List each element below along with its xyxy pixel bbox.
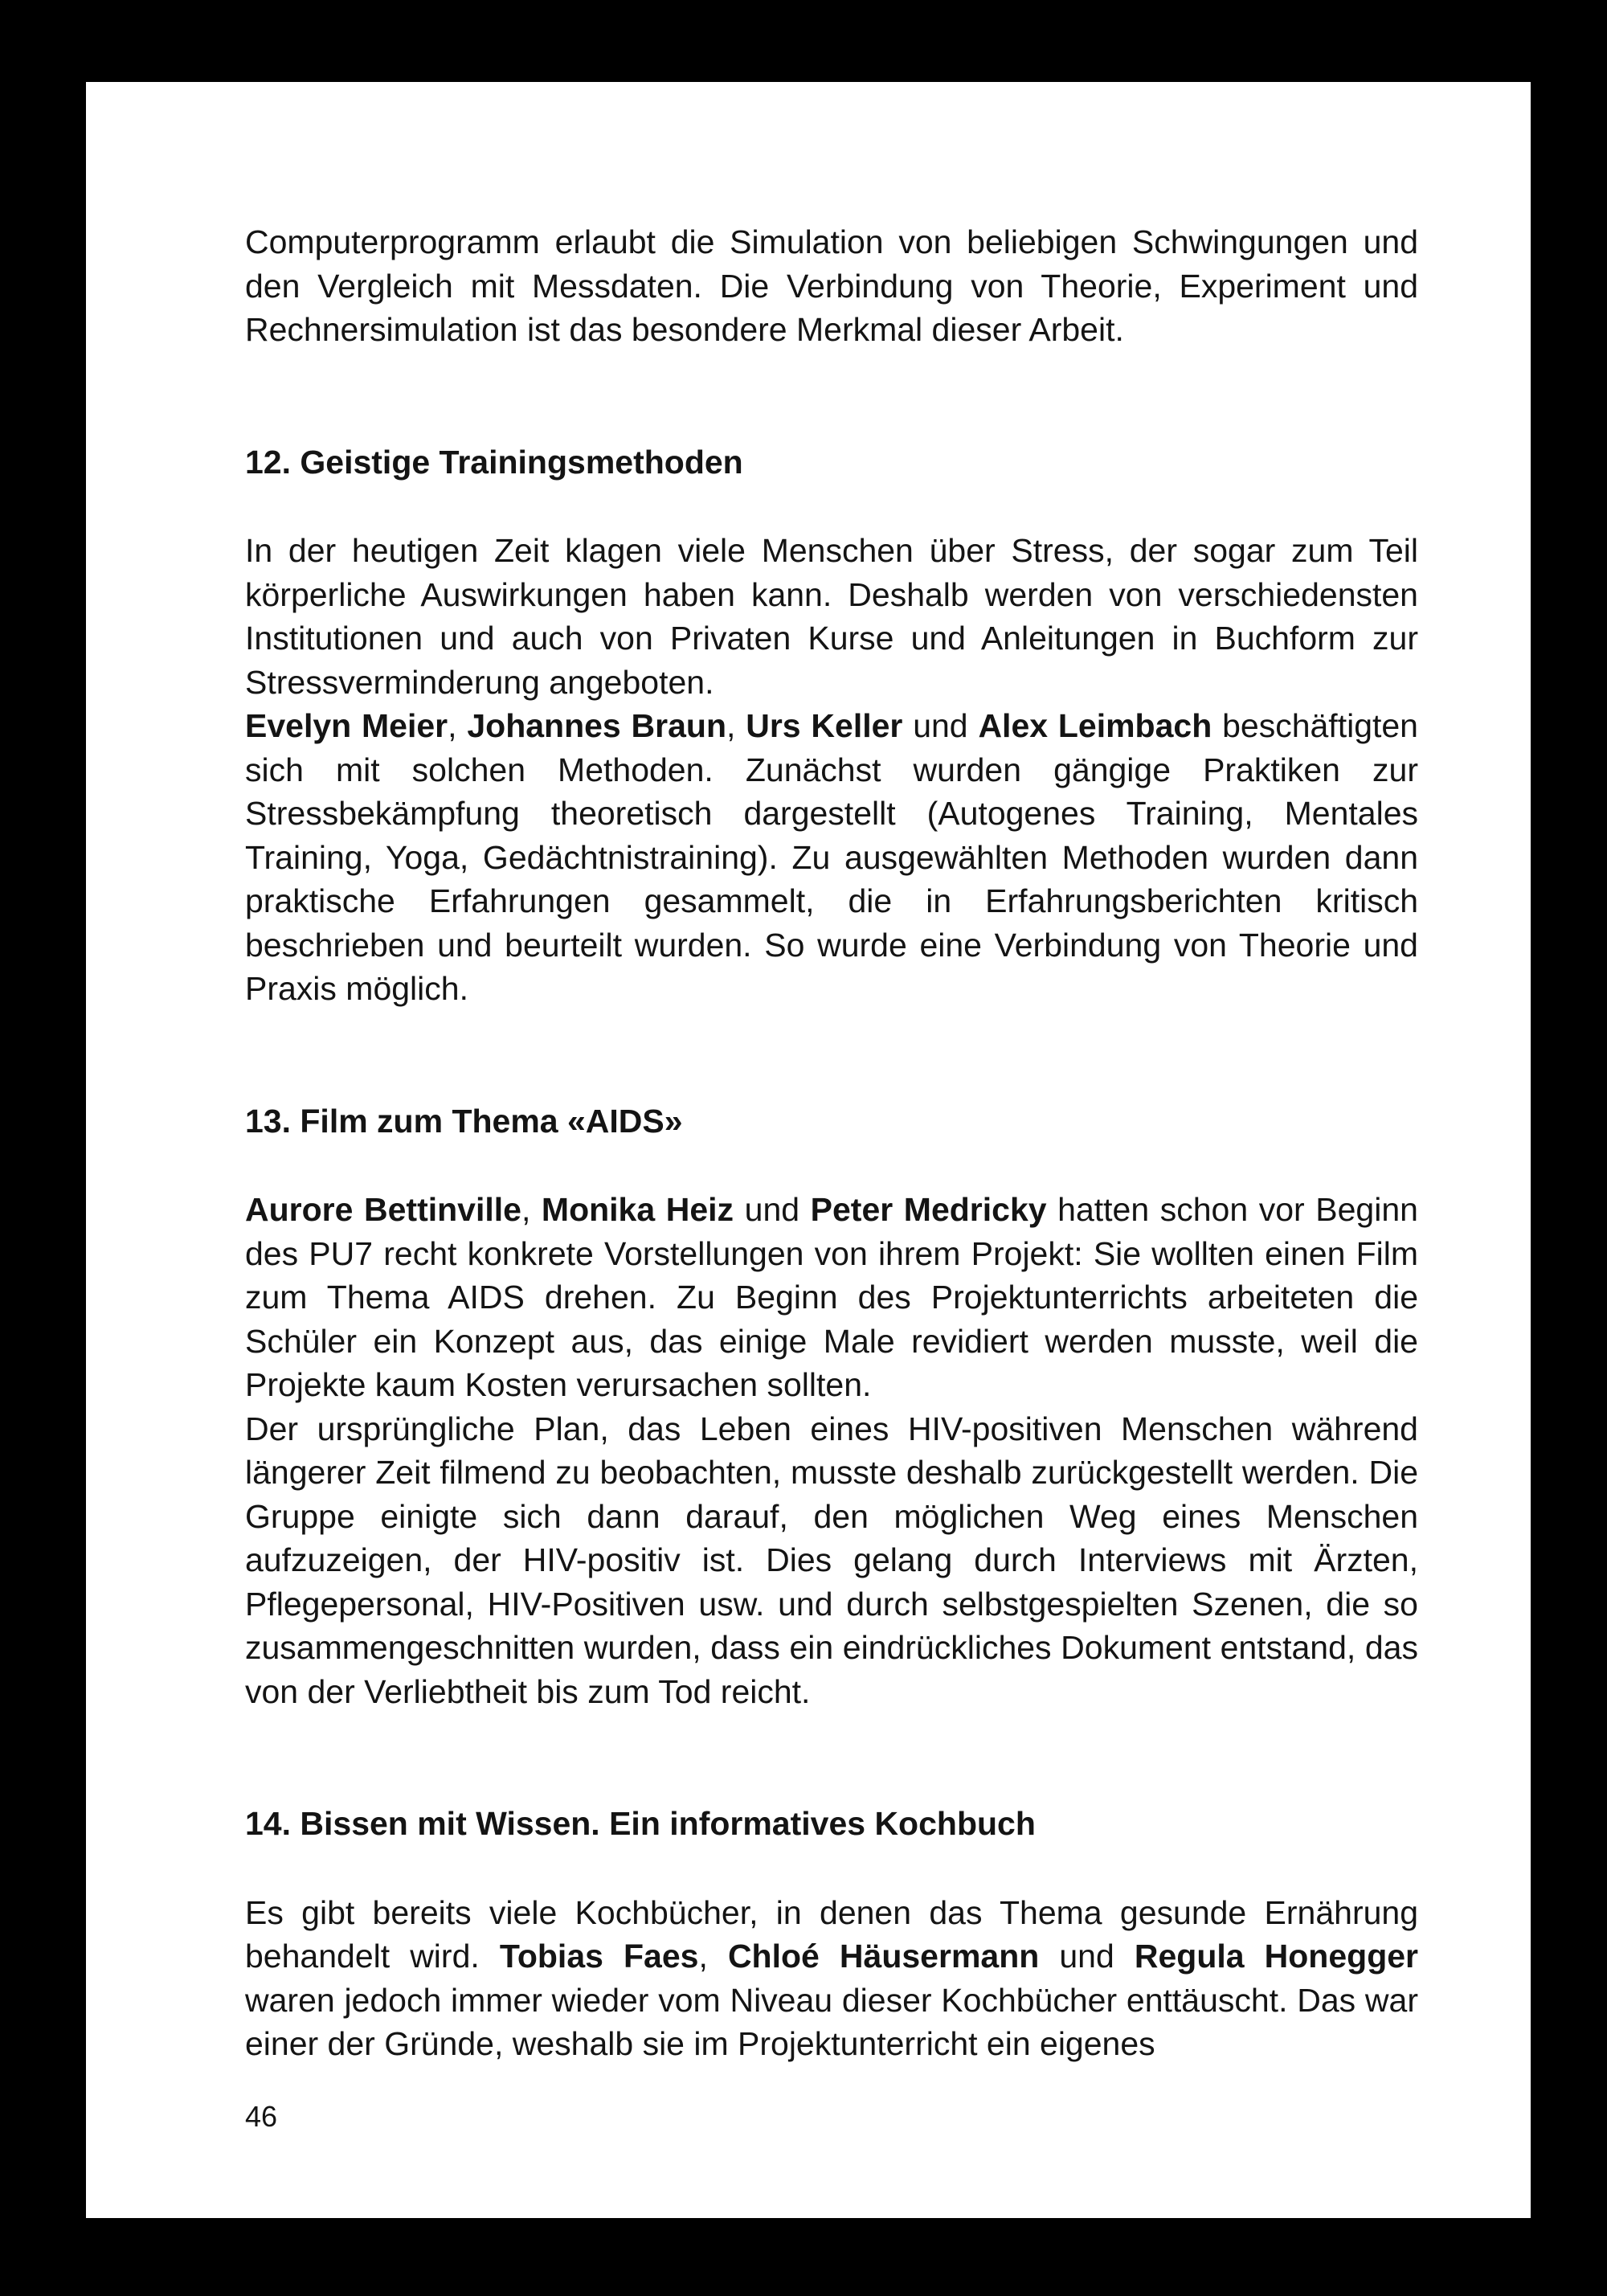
author-name: Johannes Braun <box>467 707 727 744</box>
author-name: Urs Keller <box>746 707 903 744</box>
author-name: Alex Leimbach <box>978 707 1212 744</box>
section-13-heading: 13. Film zum Thema «AIDS» <box>245 1102 683 1140</box>
section-12-paragraph-2: Evelyn Meier, Johannes Braun, Urs Keller und Alex Leimbach beschäftigten sich mit solchen Methoden. Zunächst wurden gängige Praktiken zur Stressbekämpfung theoretisch dargestellt (Autogenes Training, Mentales Training, Yoga, Gedächtnistraining). Zu ausgewählten Methoden wurden dann praktische Erfahrungen gesammelt, die in Erfahrungsberichten kritisch beschrieben und beurteilt wurden. So wurde eine Verbindung von Theorie und Praxis möglich. <box>245 707 1418 1007</box>
author-name: Monika Heiz <box>541 1191 734 1228</box>
document-page <box>86 82 1531 2218</box>
page-number: 46 <box>245 2100 278 2133</box>
section-14-paragraph-1: Es gibt bereits viele Kochbücher, in denen das Thema gesunde Ernährung behandelt wird. Tobias Faes, Chloé Häusermann und Regula Honegger waren jedoch immer wieder vom Niveau dieser Kochbücher enttäuscht. Das war einer der Gründe, weshalb sie im Projektunterricht ein eigenes <box>245 1893 1418 2062</box>
author-name: Chloé Häusermann <box>727 1938 1040 1975</box>
author-name: Tobias Faes <box>499 1938 699 1975</box>
section-13-paragraph-2: Der ursprüngliche Plan, das Leben eines HIV-positiven Menschen während längerer Zeit filmend zu beobachten, musste deshalb zurückgestellt werden. Die Gruppe einigte sich dann darauf, den möglichen Weg eines Menschen aufzuzeigen, der HIV-positiv ist. Dies gelang durch Interviews mit Ärzten, Pflegepersonal, HIV-Positiven usw. und durch selbstgespielten Szenen, die so zusammengeschnitten wurden, dass ein eindrückliches Dokument entstand, das von der Verliebtheit bis zum Tod reicht. <box>245 1410 1418 1710</box>
author-name: Aurore Bettinville <box>245 1191 521 1228</box>
page-content <box>245 220 1418 2066</box>
author-name: Regula Honegger <box>1134 1938 1418 1975</box>
section-13-paragraph-1: Aurore Bettinville, Monika Heiz und Peter Medricky hatten schon vor Beginn des PU7 recht konkrete Vorstellungen von ihrem Projekt: Sie wollten einen Film zum Thema AIDS drehen. Zu Beginn des Projektunterrichts arbeiteten die Schüler ein Konzept aus, das einige Male revidiert werden musste, weil die Projekte kaum Kosten verursachen sollten. <box>245 1191 1418 1403</box>
section-12-paragraph-1: In der heutigen Zeit klagen viele Menschen über Stress, der sogar zum Teil körperliche Auswirkungen haben kann. Deshalb werden von verschiedensten Institutionen und auch von Privaten Kurse und Anleitungen in Buchform zur Stressverminderung angeboten. <box>245 532 1418 701</box>
section-14-heading: 14. Bissen mit Wissen. Ein informatives Kochbuch <box>245 1805 1036 1842</box>
intro-paragraph: Computerprogramm erlaubt die Simulation von beliebigen Schwingungen und den Vergleich mit Messdaten. Die Verbindung von Theorie, Experiment und Rechnersimulation ist das besondere Merkmal dieser Arbeit. <box>245 223 1418 348</box>
author-name: Evelyn Meier <box>245 707 448 744</box>
section-12-heading: 12. Geistige Trainingsmethoden <box>245 443 743 481</box>
author-name: Peter Medricky <box>810 1191 1047 1228</box>
